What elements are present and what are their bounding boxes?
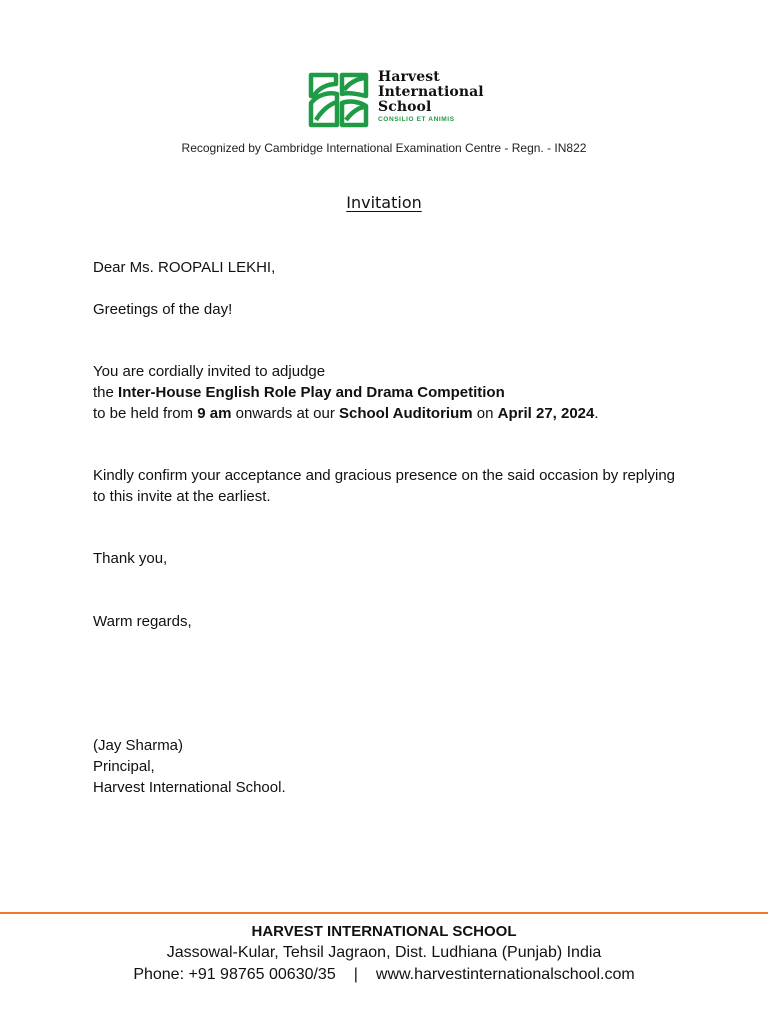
signature-block — [93, 735, 693, 798]
recognition-line: Recognized by Cambridge International Examination Centre - Regn. - IN822 — [181, 141, 587, 155]
event-time: 9 am — [197, 405, 232, 422]
confirmation-paragraph: Kindly confirm your acceptance and gracious presence on the said occasion by replying to this invite at the earliest. — [93, 467, 675, 505]
footer-address: Jassowal-Kular, Tehsil Jagraon, Dist. Ludhiana (Punjab) India — [166, 944, 602, 961]
leaf-logo-icon — [306, 70, 370, 130]
logo-line-2: International — [378, 84, 484, 100]
invitation-line-3 — [93, 403, 693, 424]
signatory-name: (Jay Sharma) — [93, 737, 184, 754]
event-venue: School Auditorium — [339, 405, 473, 422]
logo-wordmark — [378, 70, 484, 123]
school-logo — [306, 68, 506, 132]
line3-on: on — [472, 405, 498, 422]
invitation-line-2 — [93, 382, 693, 403]
line3-mid: onwards at our — [231, 405, 339, 422]
event-date: April 27, 2024 — [497, 405, 595, 422]
footer-separator: | — [353, 966, 358, 983]
line2-prefix: the — [93, 384, 119, 401]
line3-prefix: to be held from — [93, 405, 198, 422]
footer-contact — [0, 966, 768, 984]
invitation-paragraph — [93, 361, 693, 424]
footer-phone: Phone: +91 98765 00630/35 — [133, 966, 336, 983]
invitation-line-1: You are cordially invited to adjudge — [93, 363, 326, 380]
logo-line-1: Harvest — [378, 69, 440, 85]
logo-line-3: School — [378, 99, 432, 115]
logo-motto: CONSILIO ET ANIMIS — [378, 116, 455, 123]
greeting: Greetings of the day! — [93, 301, 233, 318]
event-name: Inter-House English Role Play and Drama Competition — [118, 384, 505, 401]
line3-end: . — [594, 405, 599, 422]
signatory-title: Principal, — [93, 758, 155, 775]
footer-divider — [0, 912, 768, 914]
salutation: Dear Ms. ROOPALI LEKHI, — [93, 259, 276, 276]
footer-website-link[interactable]: www.harvestinternationalschool.com — [375, 966, 635, 983]
signatory-org: Harvest International School. — [93, 779, 286, 796]
regards-line: Warm regards, — [93, 613, 192, 630]
letter-title: Invitation — [346, 193, 422, 212]
thanks-line: Thank you, — [93, 550, 168, 567]
footer-school-name: HARVEST INTERNATIONAL SCHOOL — [251, 923, 517, 940]
